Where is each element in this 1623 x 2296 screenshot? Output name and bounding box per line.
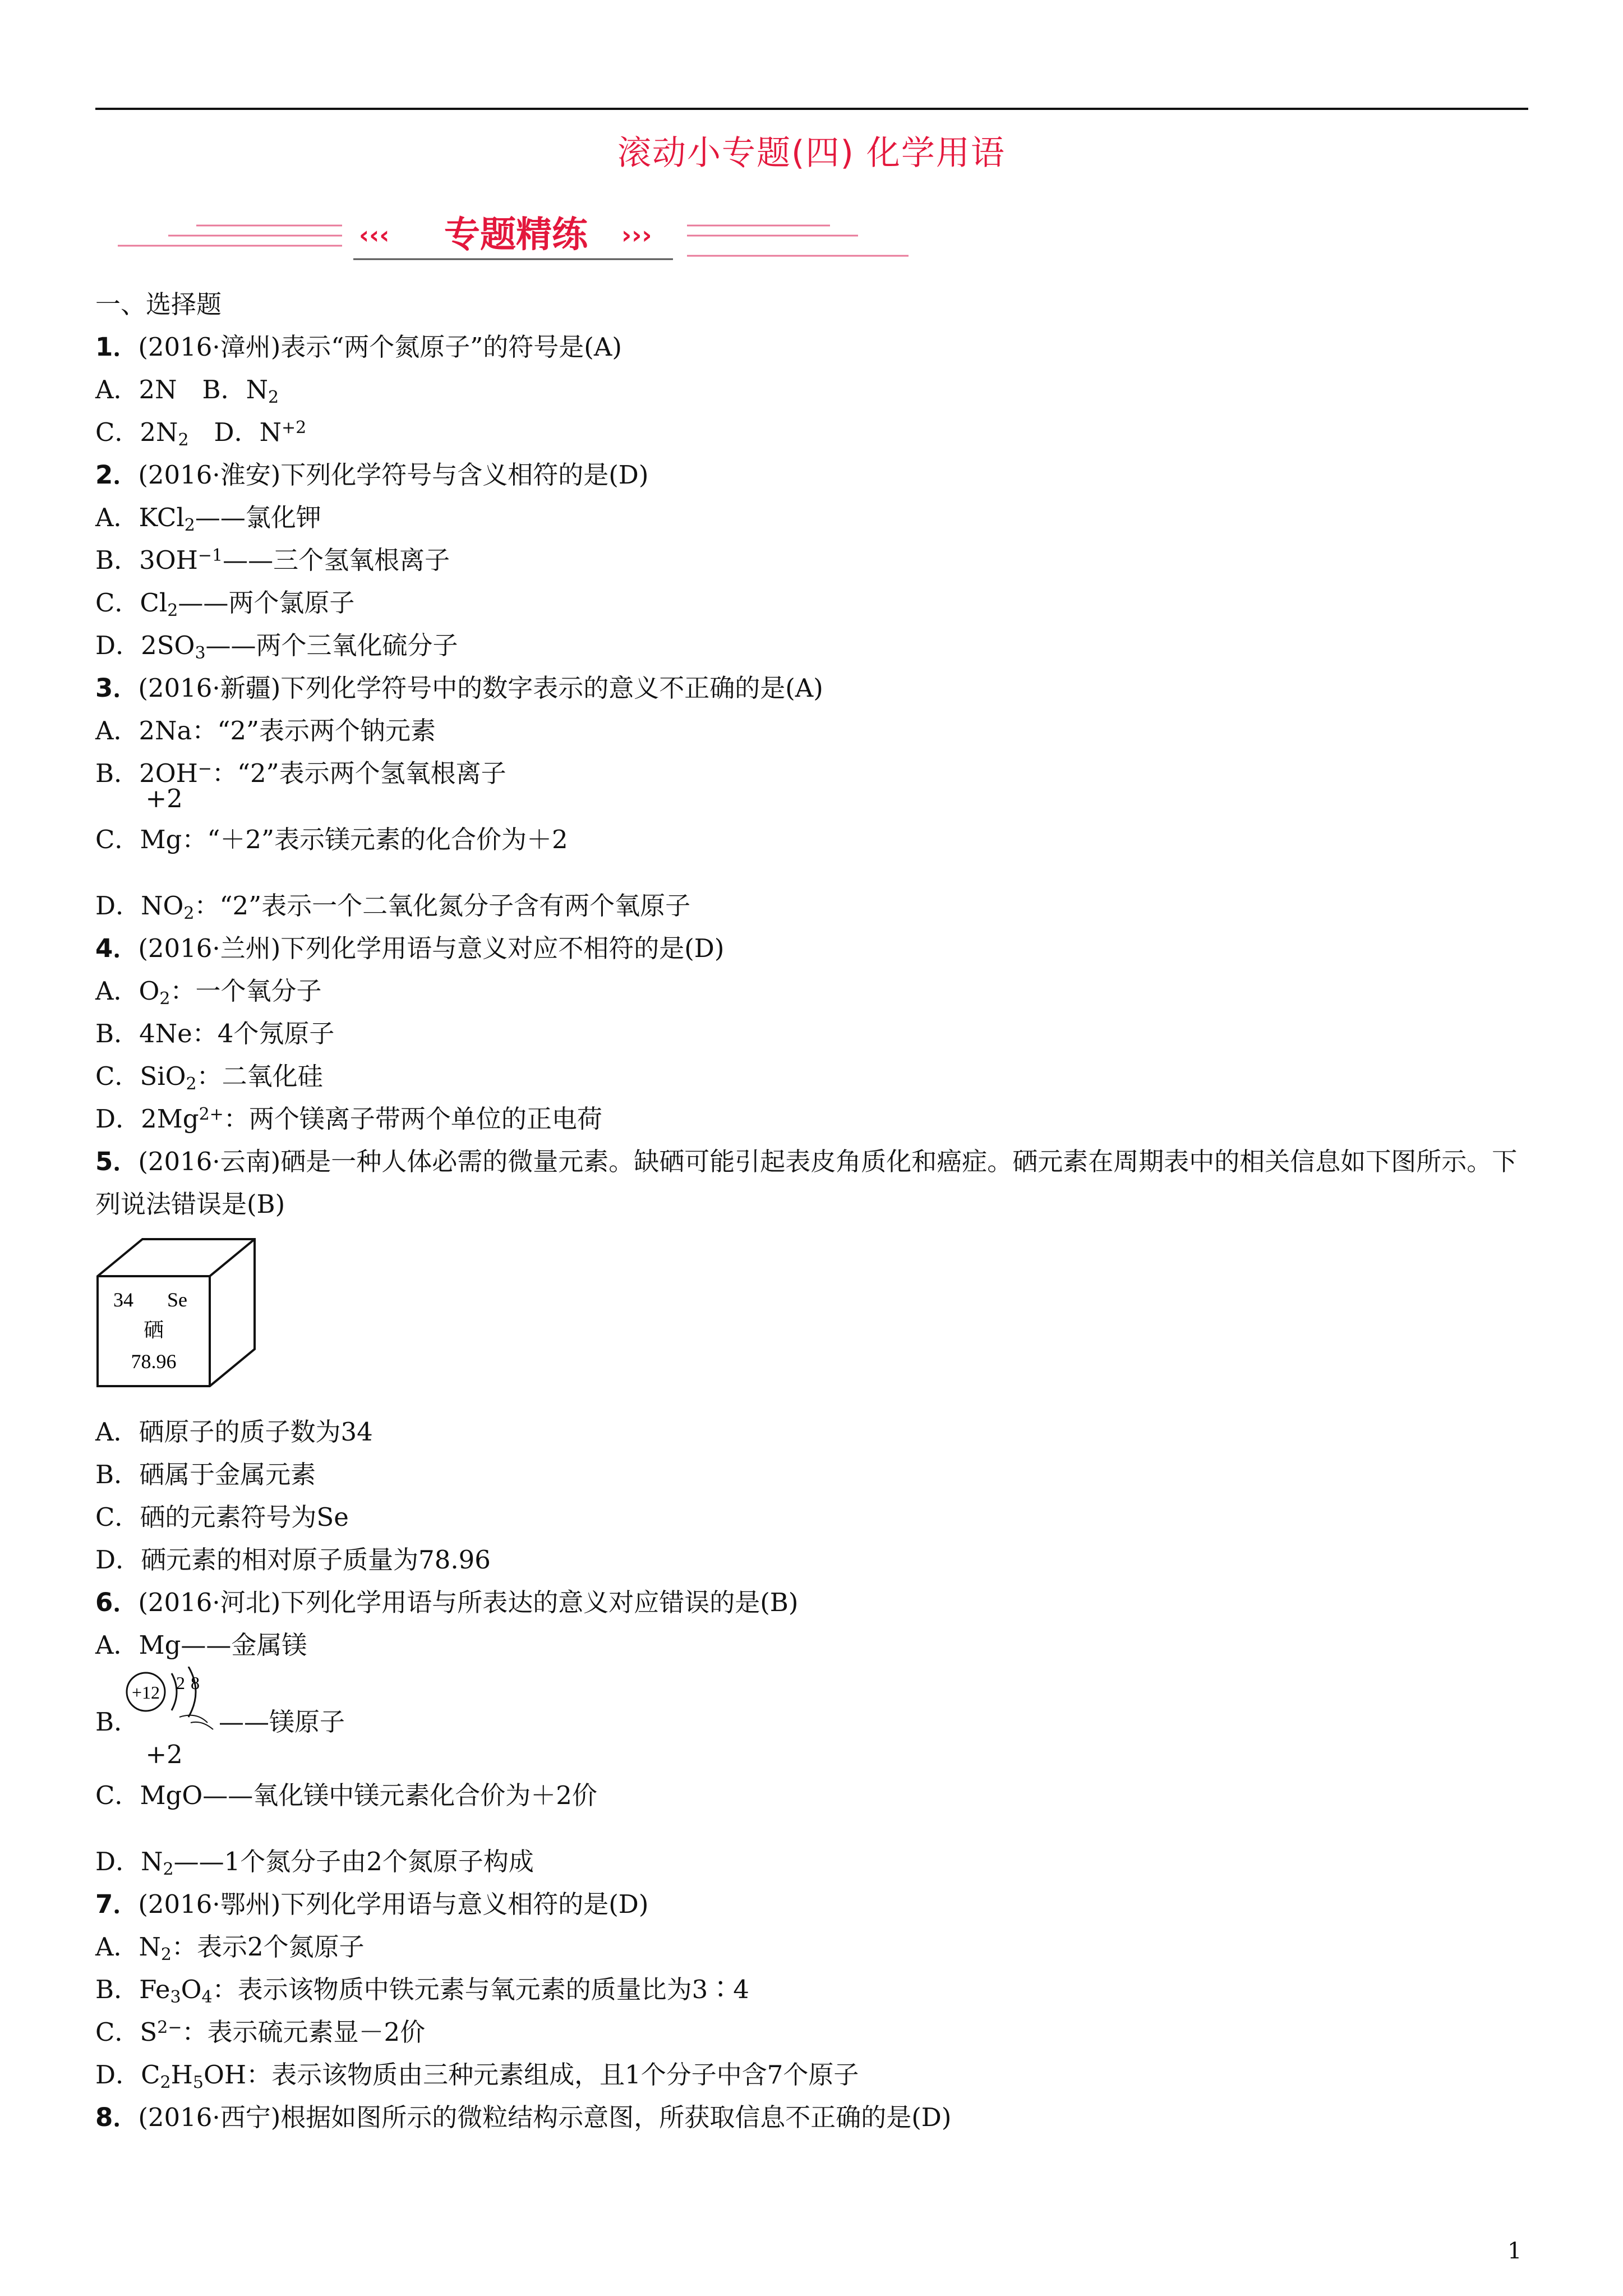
superscript: −: [197, 759, 212, 779]
page-number: 1: [1507, 2238, 1522, 2264]
subscript: 2: [163, 1860, 174, 1879]
superscript: −1: [197, 546, 223, 565]
stem-text: (2016·漳州)表示“两个氮原子”的符号是(A): [138, 332, 622, 362]
option-text: ：二氧化硅: [196, 1061, 323, 1091]
subscript: 2: [268, 388, 279, 407]
stem-text: (2016·兰州)下列化学用语与意义对应不相符的是(D): [138, 933, 725, 963]
question-number: 1．: [95, 332, 139, 362]
option-text: A．2N B．N: [95, 375, 268, 404]
option-text: O: [181, 1975, 202, 2004]
atomic-mass: 78.96: [131, 1350, 177, 1373]
option-d: [95, 1098, 1531, 1140]
option-text: D．C: [95, 2060, 160, 2090]
option-c: C．硒的元素符号为Se: [95, 1502, 349, 1532]
option-text: ：表示2个氮原子: [171, 1932, 365, 1962]
option-text: B．2OH: [95, 758, 198, 788]
option-c: [95, 1055, 1531, 1098]
option-b: [95, 752, 1531, 795]
question-number: 6．: [95, 1588, 139, 1617]
option-c: [95, 1740, 1531, 1841]
option-text: B．3OH: [95, 545, 198, 575]
subscript: 2: [159, 989, 170, 1009]
option-text: ：“＋2”表示镁元素的化合价为＋2: [182, 825, 568, 854]
question-number: 8．: [95, 2102, 139, 2132]
option-text: B．Fe: [95, 1975, 170, 2004]
subscript: 3: [170, 1987, 181, 2007]
option-b: B．4Ne：4个氖原子: [95, 1019, 335, 1048]
banner-label: 专题精练: [444, 214, 588, 256]
option-text: D．NO: [95, 891, 184, 921]
banner-left-lines: [118, 226, 342, 246]
subscript: 5: [192, 2073, 204, 2092]
option-text: A．O: [95, 976, 160, 1006]
nucleus-charge: +12: [131, 1682, 160, 1703]
option-text: ：“2”表示一个二氧化氮分子含有两个氧原子: [194, 891, 691, 921]
stem-text: (2016·云南)硒是一种人体必需的微量元素。缺硒可能引起表皮角质化和癌症。硒元素在周期表中的相关信息如下图所示。下列说法错误是(B): [95, 1147, 1518, 1219]
subscript: 2: [184, 516, 195, 535]
option-text: ——1个氮分子由2个氮原子构成: [173, 1847, 534, 1876]
option-text: OH：表示该物质由三种元素组成，且1个分子中含7个原子: [203, 2060, 859, 2090]
question-stem: [95, 454, 1531, 496]
question-stem: [95, 1883, 1531, 1926]
question-number: 7．: [95, 1889, 139, 1919]
option-text: H: [170, 2060, 193, 2090]
header-rule: [95, 108, 1528, 110]
option-label: B．: [95, 1707, 140, 1737]
atomic-number: 34: [113, 1289, 133, 1311]
option-a: [95, 1926, 1531, 1968]
subscript: 2: [160, 2073, 171, 2092]
option-b: [95, 1968, 1531, 2011]
option-d: [95, 2054, 1531, 2096]
option-text: D．2Mg: [95, 1104, 199, 1134]
stem-text: (2016·西宁)根据如图所示的微粒结构示意图，所获取信息不正确的是(D): [138, 2102, 952, 2132]
element-symbol: Se: [167, 1289, 187, 1311]
option-text: D．N: [95, 1847, 163, 1876]
banner-left-chevrons: ‹‹‹: [359, 221, 390, 250]
selenium-element-card: [95, 1237, 275, 1400]
superscript: +2: [282, 418, 307, 438]
stem-text: (2016·河北)下列化学用语与所表达的意义对应错误的是(B): [138, 1588, 799, 1617]
subscript: 2: [183, 904, 195, 923]
option-row: [95, 411, 1531, 454]
option-c: [95, 784, 1531, 885]
option-text: C．: [95, 1780, 140, 1810]
banner-right-lines: [687, 226, 909, 256]
option-text: ：“2”表示两个氢氧根离子: [211, 758, 506, 788]
question-stem: [95, 326, 1531, 369]
subscript: 2: [167, 601, 178, 620]
question-stem: [95, 927, 1531, 970]
question-stem: [95, 2096, 1531, 2139]
option-text: ：一个氧分子: [170, 976, 322, 1006]
question-number: 5．: [95, 1147, 139, 1176]
option-text: ——氯化钾: [195, 503, 321, 532]
option-text: A．N: [95, 1932, 161, 1962]
magnesium-atom-diagram: [123, 1667, 219, 1745]
valence-symbol: [140, 1740, 183, 1817]
option-text: C．2N: [95, 417, 178, 447]
question-number: 2．: [95, 460, 139, 490]
option-b: [95, 539, 1531, 582]
element-card-figure: [95, 1226, 1531, 1411]
option-c: [95, 2011, 1531, 2054]
option-d: [95, 624, 1531, 667]
banner-right-chevrons: ›››: [621, 221, 652, 250]
subscript: 4: [201, 1987, 213, 2007]
subscript: 2: [178, 430, 189, 450]
option-text: ：表示该物质中铁元素与氧元素的质量比为3∶4: [212, 1975, 749, 2004]
question-number: 3．: [95, 673, 139, 703]
question-stem: [95, 667, 1531, 710]
option-text: O——氧化镁中镁元素化合价为＋2价: [182, 1780, 597, 1810]
option-text: C．S: [95, 2017, 158, 2047]
option-a: [95, 970, 1531, 1013]
subscript: 2: [186, 1074, 197, 1094]
option-text: ——三个氢氧根离子: [223, 545, 450, 575]
option-row: [95, 369, 1531, 411]
option-b: [95, 1667, 1531, 1751]
valence-symbol: [140, 784, 183, 861]
option-text: C．: [95, 825, 140, 854]
subscript: 3: [195, 643, 206, 663]
page-title: 滚动小专题(四) 化学用语: [617, 134, 1006, 173]
option-text: D．N: [188, 417, 282, 447]
option-c: [95, 582, 1531, 624]
element-symbol: Mg: [140, 825, 182, 854]
option-text: ——两个三氧化硫分子: [205, 631, 458, 660]
shell-1-count: 2: [176, 1673, 185, 1693]
question-list: [95, 283, 1531, 2139]
option-text: C．SiO: [95, 1061, 186, 1091]
option-text: D．2SO: [95, 631, 195, 660]
section-heading: 一、选择题: [95, 289, 222, 319]
option-a: [95, 496, 1531, 539]
section-banner: [0, 209, 1623, 270]
option-text: C．Cl: [95, 588, 168, 618]
stem-text: (2016·淮安)下列化学符号与含义相符的是(D): [138, 460, 649, 490]
shell-2-count: 8: [191, 1673, 200, 1693]
option-text: ：两个镁离子带两个单位的正电荷: [223, 1104, 602, 1134]
option-d: [95, 885, 1531, 927]
subscript: 2: [160, 1945, 172, 1964]
option-text: ——两个氯原子: [178, 588, 355, 618]
superscript: 2−: [157, 2018, 182, 2037]
element-symbol: Mg: [140, 1780, 182, 1810]
stem-text: (2016·新疆)下列化学符号中的数字表示的意义不正确的是(A): [138, 673, 823, 703]
question-stem: [95, 1140, 1531, 1226]
option-text: ：表示硫元素显－2价: [182, 2017, 426, 2047]
option-b: B．硒属于金属元素: [95, 1460, 316, 1489]
valence-mark: +2: [145, 1740, 183, 1769]
question-number: 4．: [95, 933, 139, 963]
question-stem: [95, 1581, 1531, 1624]
element-name: 硒: [143, 1319, 164, 1342]
valence-mark: +2: [145, 784, 183, 813]
stem-text: (2016·鄂州)下列化学用语与意义相符的是(D): [138, 1889, 649, 1919]
superscript: 2+: [199, 1105, 224, 1124]
option-a: A．2Na：“2”表示两个钠元素: [95, 716, 436, 746]
option-d: D．硒元素的相对原子质量为78.96: [95, 1545, 491, 1575]
option-a: A．硒原子的质子数为34: [95, 1417, 373, 1447]
option-text: ——镁原子: [219, 1707, 345, 1737]
option-a: A．Mg——金属镁: [95, 1630, 307, 1660]
option-text: A．KCl: [95, 503, 185, 532]
option-d: [95, 1841, 1531, 1883]
